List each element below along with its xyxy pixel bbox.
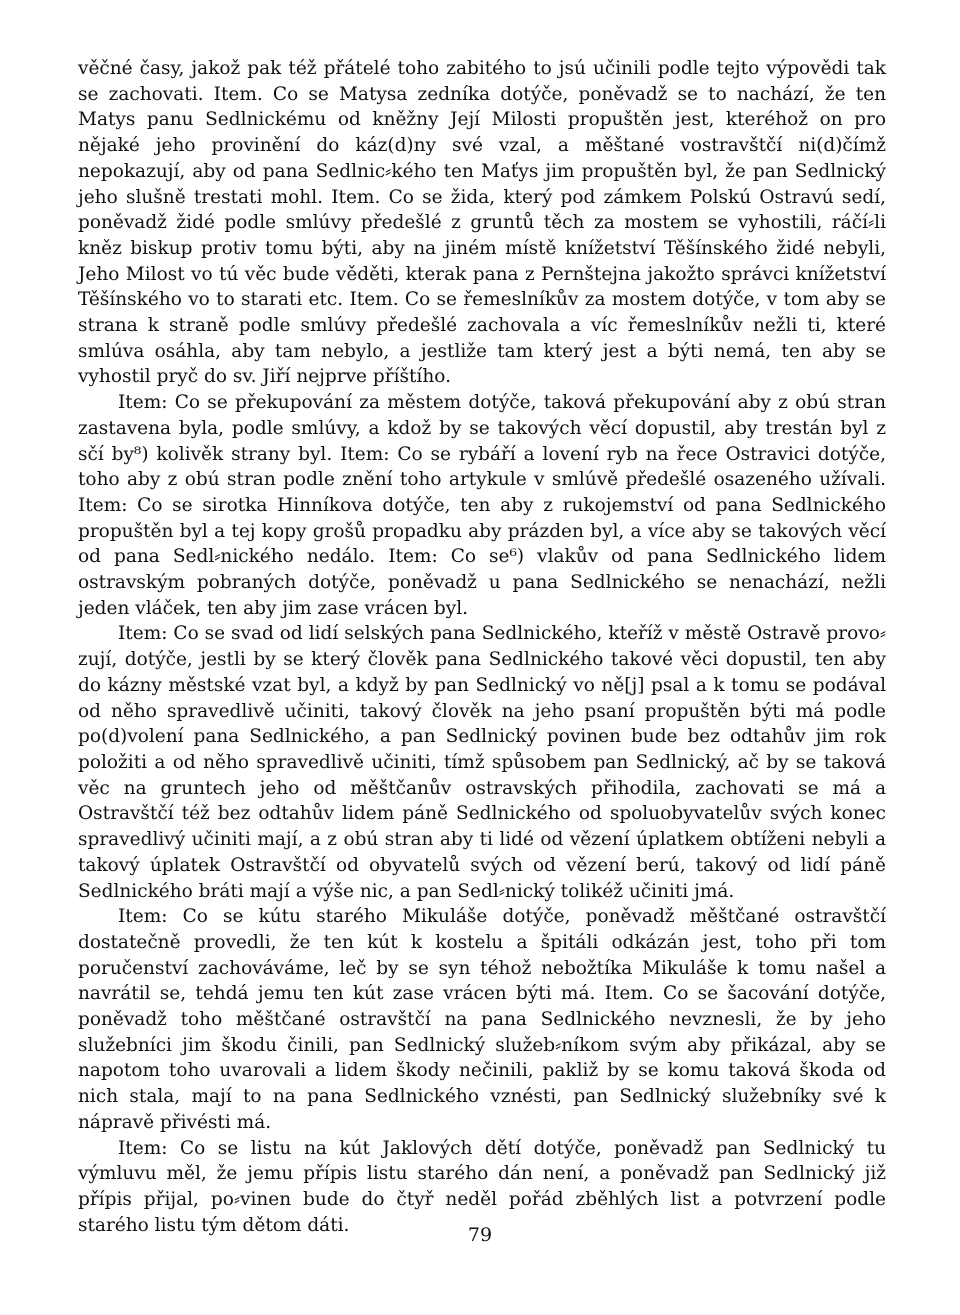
page-number: 79 xyxy=(467,1224,493,1246)
paragraph-item-corner: Item: Co se kútu starého Mikuláše dotýče, poněvadž měštčané ostravštčí dostatečně provedli, že ten kút k kostelu a špitáli odkázán jest, toho při tom poručenství zachováváme, leč by se syn téhož nebožtíka Mikuláše k tomu našel a navrátil se, tehdá jemu ten kút zase vrácen býti má. Item. Co se šacování dotýče, poněvadž toho měštčané ostravštčí na pana Sedlnického nevznesli, že by jeho služebníci jim škodu činili, pan Sedlnický služeb⸗níkom svým aby přikázal, aby se napotom toho uvarovali a lidem škody nečinili, pakliž by se komu taková škoda od nich stala, mají to na pana Sedlnického vznésti, pan Sedlnický služebníky své k nápravě přivésti má. xyxy=(78,906,886,1133)
paragraph-continuation: věčné časy, jakož pak též přátelé toho zabitého to jsú učinili podle tejto výpovědi tak se zachovati. Item. Co se Matysa zedníka dotýče, poněvadž se to nachází, že ten Matys panu Sedlnickému od kněžny Její Milosti propuštěn jest, kteréhož on pro nějaké jeho provinění do káz(d)ny své vzal, a měštané vostravštčí ni(d)čímž nepokazují, aby od pana Sedlnic⸗kého ten Maťys jim propuštěn byl, že pan Sedlnický jeho slušně trestati mohl. Item. Co se žida, který pod zámkem Polskú Ostravú sedí, poněvadž židé podle smlúvy předešlé z gruntů těch za mostem se vyhostili, ráčí⸗li kněz biskup protiv tomu býti, aby na jiném místě knížetství Těšínského židé nebyli, Jeho Milost vo tú věc bude věděti, kterak pana z Pernštejna jakožto správci knížetství Těšínského vo to starati etc. Item. Co se řemeslníkův za mostem dotýče, v tom aby se strana k straně podle smlúvy předešlé zachovala a víc řemeslníkův nežli ti, které smlúva osáhla, aby tam nebylo, a jestliže tam který jest a býti nemá, ten aby se vyhostil pryč do sv. Jiří nejprve příštího. xyxy=(78,58,886,388)
paragraph-item-resale: Item: Co se překupování za městem dotýče, taková překupování aby z obú stran zastavena byla, podle smlúvy, a kdož by se takových věcí dopustil, aby trestán byl z sčí by⁸) kolivěk strany byl. Item: Co se rybáří a lovení ryb na řece Ostravici dotýče, toho aby z obú stran podle znění toho artykule v smlúvě předešlé osazeného užívali. Item: Co se sirotka Hinníkova dotýče, ten aby z rukojemství od pana Sedlnického propuštěn byl a tej kopy grošů propadku aby prázden byl, a více aby se takových věcí od pana Sedl⸗nického nedálo. Item: Co se⁶) vlakův od pana Sedlnického lidem ostravským pobraných dotýče, poněvadž u pana Sedlnického se nenachází, nežli jeden vláček, ten aby jim zase vrácen byl. xyxy=(78,392,886,619)
paragraph-item-disputes: Item: Co se svad od lidí selských pana Sedlnického, kteříž v městě Ostravě provo⸗zují, dotýče, jestli by se který člověk pana Sedlnického takové věci dopustil, ten aby do kázny městské vzat byl, a když by pan Sedlnický vo ně[j] psal a k tomu se podával od něho spravedlivě učiniti, takový člověk na jeho psaní propuštěn býti má podle po(d)volení pana Sedlnického, a pan Sedlnický povinen bude bez odtahův jim rok položiti a od něho spravedlivě učiniti, tímž spůsobem pan Sedlnický, ač by se taková věc na gruntech jeho od měštčanův ostravských přihodila, zachovati se má a Ostravštčí též bez odtahův lidem páně Sedlnického od spoluobyvatelův svých konec spravedlivý učiniti mají, a z obú stran aby ti lidé od vězení úplatkem obtíženi nebyli a takový úplatek Ostravštčí od obyvatelů svých od vězení berú, takový od lidí páně Sedlnického bráti mají a výše nic, a pan Sedl⸗nický tolikéž učiniti jmá. xyxy=(78,623,886,902)
document-page xyxy=(78,56,886,1238)
paragraph-item-letter: Item: Co se listu na kút Jaklových dětí dotýče, poněvadž pan Sedlnický tu výmluvu měl, že jemu přípis listu starého dán není, a poněvadž pan Sedlnický již přípis přijal, po⸗vinen bude do čtyř neděl pořád zběhlých list a potvrzení podle starého listu tým dětom dáti. xyxy=(78,1137,886,1236)
